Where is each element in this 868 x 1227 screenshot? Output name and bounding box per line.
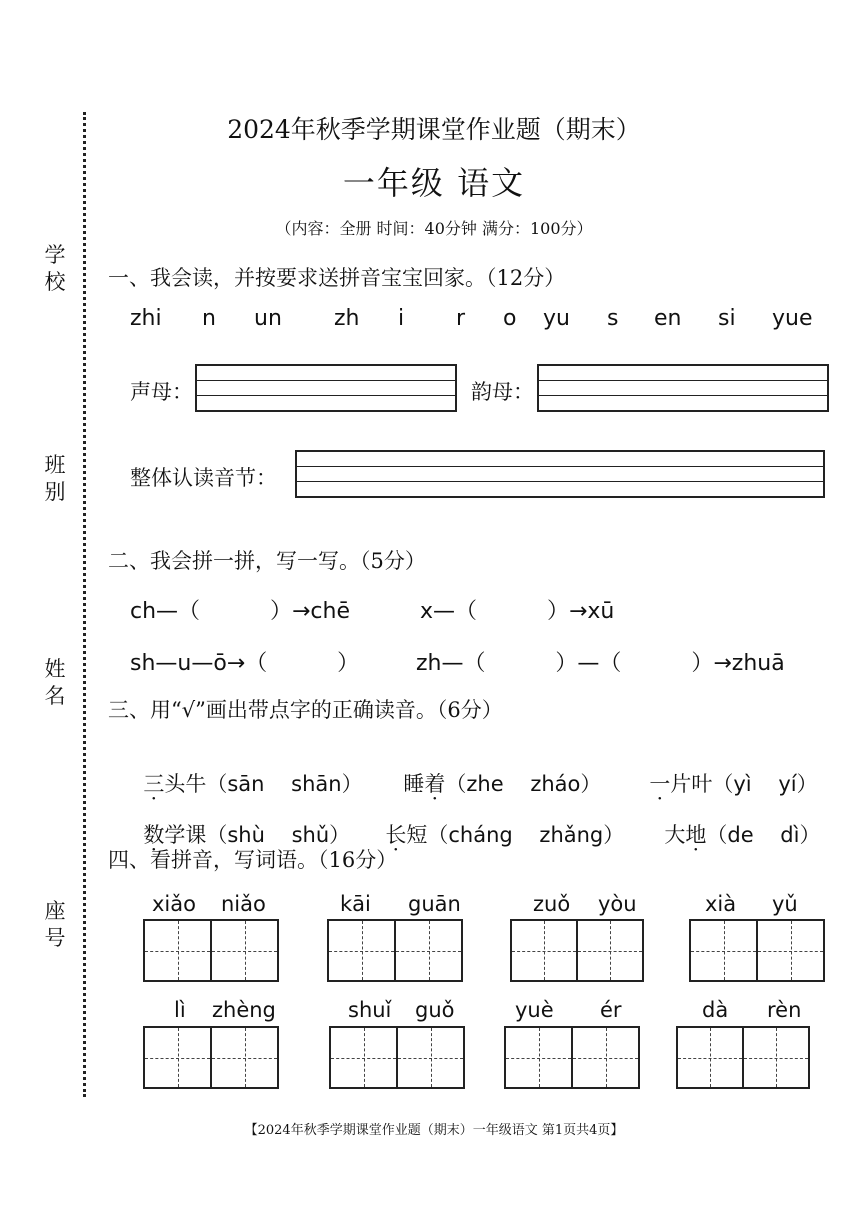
reading-item[interactable]: 大地（de dì） xyxy=(664,823,821,847)
page-subtitle: 一年级 语文 xyxy=(342,164,526,202)
side-label-school: 学校 xyxy=(44,243,66,294)
pinyin-item: s xyxy=(607,306,619,331)
side-label-seat: 座号 xyxy=(44,899,66,950)
writing-grid[interactable] xyxy=(329,1026,465,1089)
page-footer: 【2024年秋季学期课堂作业题（期末）一年级语文 第1页共4页】 xyxy=(244,1123,624,1138)
pinyin-item: un xyxy=(254,306,282,331)
section1-title: 一、我会读，并按要求送拼音宝宝回家。（12分） xyxy=(108,266,566,290)
section3-title: 三、用“√”画出带点字的正确读音。（6分） xyxy=(108,698,503,722)
writing-grid[interactable] xyxy=(504,1026,640,1089)
pinyin-item: en xyxy=(654,306,682,331)
spell-item[interactable]: zh—（ ）—（ ）→zhuā xyxy=(416,651,785,676)
side-label-class: 班别 xyxy=(44,453,66,504)
reading-item[interactable]: 睡着（zhe zháo） xyxy=(403,772,602,796)
writing-grid[interactable] xyxy=(143,1026,279,1089)
word-pinyin: dà xyxy=(702,998,729,1022)
word-pinyin: yuè xyxy=(515,998,554,1022)
word-pinyin: shuǐ xyxy=(348,998,392,1022)
pinyin-item: si xyxy=(718,306,736,331)
side-label-name: 姓名 xyxy=(44,657,66,708)
reading-item[interactable]: 三头牛（sān shān） xyxy=(143,772,363,796)
zhengti-label: 整体认读音节： xyxy=(130,466,277,490)
word-pinyin: niǎo xyxy=(221,892,266,916)
pinyin-item: o xyxy=(503,306,517,331)
word-pinyin: yǔ xyxy=(772,892,798,916)
word-pinyin: guǒ xyxy=(415,998,455,1022)
yunmu-answer-lines[interactable] xyxy=(537,364,829,412)
writing-grid[interactable] xyxy=(689,919,825,982)
writing-grid[interactable] xyxy=(327,919,463,982)
section4-title: 四、看拼音，写词语。（16分） xyxy=(108,848,398,872)
word-pinyin: zuǒ xyxy=(533,892,571,916)
zhengti-answer-lines[interactable] xyxy=(295,450,825,498)
pinyin-item: zhi xyxy=(130,306,162,331)
pinyin-item: zh xyxy=(334,306,360,331)
pinyin-item: yue xyxy=(772,306,813,331)
word-pinyin: kāi xyxy=(340,892,371,916)
word-pinyin: xià xyxy=(705,892,737,916)
word-pinyin: guān xyxy=(408,892,461,916)
shengmu-label: 声母： xyxy=(130,380,193,404)
word-pinyin: lì xyxy=(174,998,186,1022)
binding-dotted-line xyxy=(83,112,86,1097)
word-pinyin: ér xyxy=(600,998,622,1022)
writing-grid[interactable] xyxy=(143,919,279,982)
writing-grid[interactable] xyxy=(676,1026,810,1089)
section2-title: 二、我会拼一拼，写一写。（5分） xyxy=(108,549,426,573)
spell-item[interactable]: sh—u—ō→（ ） xyxy=(130,651,360,676)
yunmu-label: 韵母： xyxy=(471,380,534,404)
spell-item[interactable]: x—（ ）→xū xyxy=(420,599,615,624)
word-pinyin: rèn xyxy=(767,998,802,1022)
pinyin-item: yu xyxy=(543,306,570,331)
exam-info: （内容：全册 时间：40分钟 满分：100分） xyxy=(275,219,593,238)
writing-grid[interactable] xyxy=(510,919,644,982)
reading-item[interactable]: 一片叶（yì yí） xyxy=(649,772,818,796)
shengmu-answer-lines[interactable] xyxy=(195,364,457,412)
word-pinyin: zhèng xyxy=(212,998,276,1022)
pinyin-item: i xyxy=(398,306,405,331)
page-title: 2024年秋季学期课堂作业题（期末） xyxy=(227,115,641,144)
pinyin-item: n xyxy=(202,306,216,331)
spell-item[interactable]: ch—（ ）→chē xyxy=(130,599,350,624)
word-pinyin: xiǎo xyxy=(152,892,196,916)
word-pinyin: yòu xyxy=(598,892,637,916)
reading-item[interactable]: 数学课（shù shǔ） xyxy=(143,823,351,847)
reading-item[interactable]: 长短（cháng zhǎng） xyxy=(385,823,625,847)
pinyin-item: r xyxy=(456,306,466,331)
